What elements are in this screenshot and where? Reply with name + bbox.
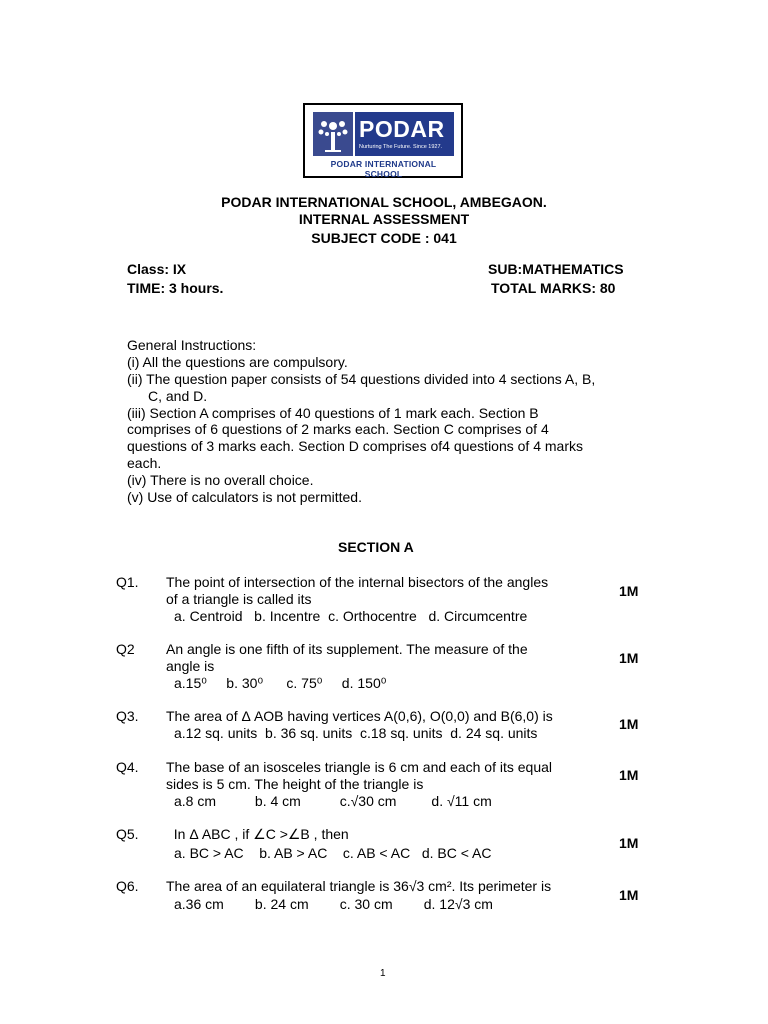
question-marks: 1M — [619, 767, 639, 783]
question-marks: 1M — [619, 887, 639, 903]
instruction-line: questions of 3 marks each. Section D comprises of4 questions of 4 marks — [127, 438, 583, 454]
question-options: a. BC > AC b. AB > AC c. AB < AC d. BC < AC — [174, 845, 492, 861]
question-text: The base of an isosceles triangle is 6 cm and each of its equal — [166, 759, 552, 775]
question-text: The area of Δ AOB having vertices A(0,6), O(0,0) and B(6,0) is — [166, 708, 553, 724]
total-marks-label: TOTAL MARKS: 80 — [491, 280, 616, 296]
question-number: Q5. — [116, 826, 139, 842]
instruction-line: (iii) Section A comprises of 40 questions of 1 mark each. Section B — [127, 405, 539, 421]
question-options: a.36 cm b. 24 cm c. 30 cm d. 12√3 cm — [174, 896, 493, 912]
school-logo — [303, 103, 463, 178]
question-marks: 1M — [619, 716, 639, 732]
page-number: 1 — [380, 968, 386, 979]
school-title: PODAR INTERNATIONAL SCHOOL, AMBEGAON. — [221, 194, 547, 210]
instruction-line: (ii) The question paper consists of 54 questions divided into 4 sections A, B, — [127, 371, 596, 387]
subject-code: SUBJECT CODE : 041 — [311, 230, 457, 246]
time-label: TIME: 3 hours. — [127, 280, 224, 296]
instruction-line: C, and D. — [148, 388, 208, 404]
question-options: a.8 cm b. 4 cm c.√30 cm d. √11 cm — [174, 793, 492, 809]
question-number: Q2 — [116, 641, 135, 657]
question-options: a.15⁰ b. 30⁰ c. 75⁰ d. 150⁰ — [174, 675, 387, 691]
instruction-line: (i) All the questions are compulsory. — [127, 354, 348, 370]
question-text: In Δ ABC , if ∠C >∠B , then — [166, 826, 349, 842]
question-number: Q1. — [116, 574, 139, 590]
question-text: sides is 5 cm. The height of the triangle is — [166, 776, 424, 792]
logo-brand-box — [355, 112, 454, 156]
tree-emblem-icon — [313, 112, 353, 156]
question-number: Q4. — [116, 759, 139, 775]
instruction-line: comprises of 6 questions of 2 marks each. Section C comprises of 4 — [127, 421, 549, 437]
instructions-title: General Instructions: — [127, 337, 257, 353]
subject-label: SUB:MATHEMATICS — [488, 261, 624, 277]
question-options: a.12 sq. units b. 36 sq. units c.18 sq. units d. 24 sq. units — [174, 725, 538, 741]
question-number: Q3. — [116, 708, 139, 724]
question-marks: 1M — [619, 583, 639, 599]
instruction-line: (v) Use of calculators is not permitted. — [127, 489, 362, 505]
logo-tagline: Nurturing The Future. Since 1927. — [359, 144, 443, 150]
logo-brand: PODAR — [359, 116, 445, 142]
question-text: angle is — [166, 658, 215, 674]
question-number: Q6. — [116, 878, 139, 894]
question-marks: 1M — [619, 835, 639, 851]
question-options: a. Centroid b. Incentre c. Orthocentre d. Circumcentre — [174, 608, 528, 624]
question-text: of a triangle is called its — [166, 591, 312, 607]
class-label: Class: IX — [127, 261, 187, 277]
instruction-line: (iv) There is no overall choice. — [127, 472, 314, 488]
section-title: SECTION A — [338, 539, 414, 555]
instruction-line: each. — [127, 455, 162, 471]
assessment-title: INTERNAL ASSESSMENT — [298, 211, 470, 227]
question-text: The area of an equilateral triangle is 36√3 cm². Its perimeter is — [166, 878, 552, 894]
question-text: An angle is one fifth of its supplement. The measure of the — [166, 641, 528, 657]
logo-school-name: PODAR INTERNATIONAL SCHOOL — [330, 159, 437, 179]
question-marks: 1M — [619, 650, 639, 666]
question-text: The point of intersection of the internal bisectors of the angles — [166, 574, 549, 590]
